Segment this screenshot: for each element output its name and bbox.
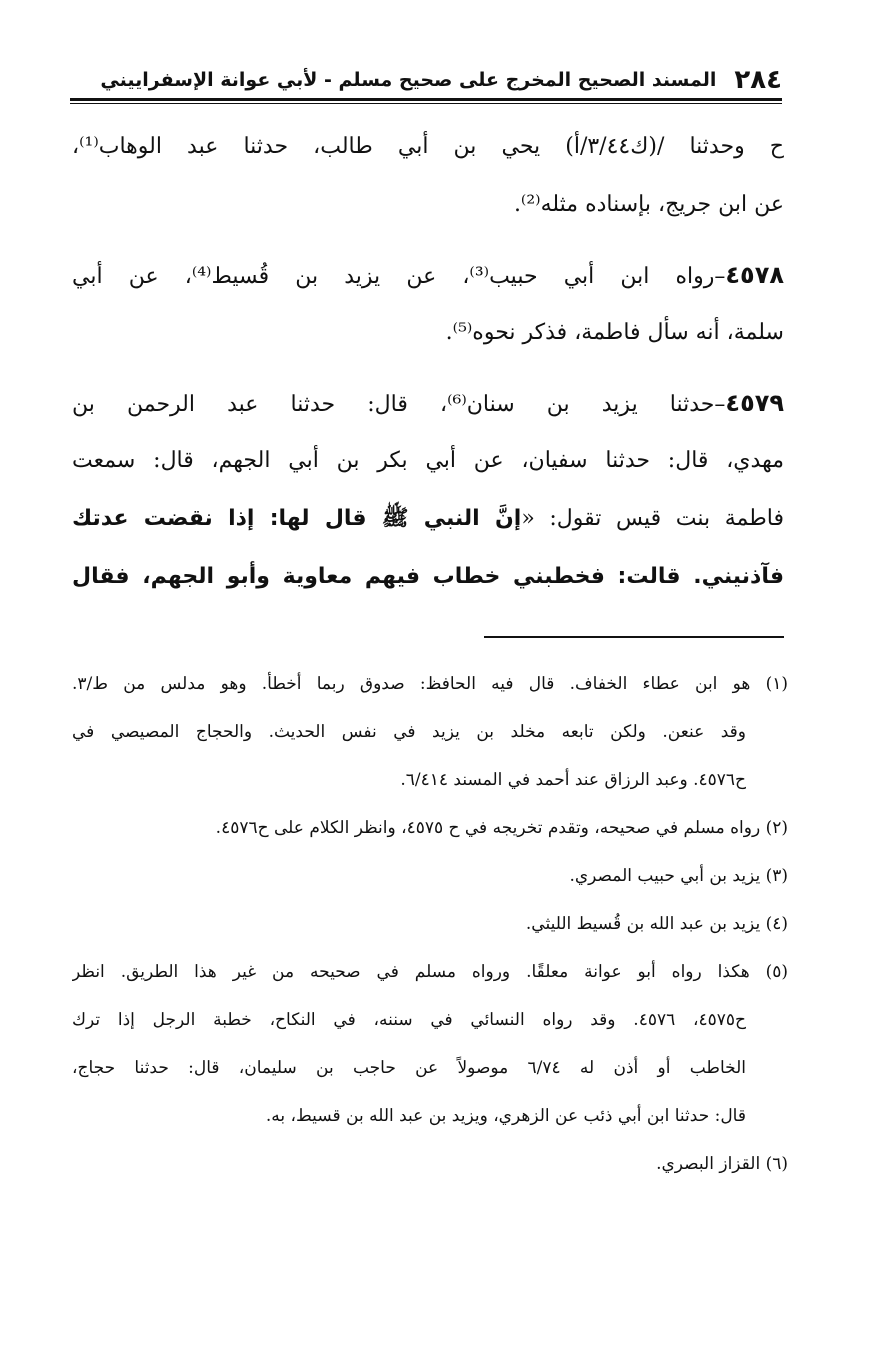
hadith-text: –حدثنا يزيد بن سنان⁽⁶⁾، قال: حدثنا عبد الرحمن بن <box>72 392 726 417</box>
quote-line: فآذنيني. قالت: فخطبني خطاب فيهم معاوية وأبو الجهم، فقال <box>72 564 784 589</box>
footnote-4: (٤) يزيد بن عبد الله بن قُسيط الليثي. <box>525 914 788 934</box>
page-number: ٢٨٤ <box>734 65 782 95</box>
footnote-5: (٥) هكذا رواه أبو عوانة معلقًا. ورواه مسلم في صحيحه من غير هذا الطريق. انظر <box>72 962 788 982</box>
quote-text: إنَّ النبي ﷺ قال لها: إذا نقضت عدتك <box>72 506 522 531</box>
footnote-5-cont: الخاطب أو أذن له ٦/٧٤ موصولاً عن حاجب بن سليمان، قال: حدثنا حجاج، <box>72 1058 746 1078</box>
running-title: المسند الصحيح المخرج على صحيح مسلم - لأبي عوانة الإسفراييني <box>100 69 717 91</box>
text-line: مهدي، قال: حدثنا سفيان، عن أبي بكر بن أبي الجهم، قال: سمعت <box>72 448 784 473</box>
text-line: عن ابن جريج، بإسناده مثله⁽²⁾. <box>513 192 784 217</box>
header-rule-thin <box>70 103 782 104</box>
footnote-1-cont: ح٤٥٧٦. وعبد الرزاق عند أحمد في المسند ٦/٤١٤. <box>400 770 746 790</box>
footnotes <box>72 660 788 1188</box>
footnote-6: (٦) القزاز البصري. <box>656 1154 788 1174</box>
running-header <box>70 62 782 98</box>
header-rule <box>70 98 782 101</box>
footnote-1: (١) هو ابن عطاء الخفاف. قال فيه الحافظ: صدوق ربما أخطأ. وهو مدلس من ط/٣. <box>72 674 788 694</box>
hadith-text: –رواه ابن أبي حبيب⁽³⁾، عن يزيد بن قُسيط⁽⁴⁾، عن أبي <box>72 264 726 289</box>
footnote-1-cont: وقد عنعن. ولكن تابعه مخلد بن يزيد في نفس الحديث. والحجاج المصيصي في <box>72 722 746 742</box>
footnote-5-cont: قال: حدثنا ابن أبي ذئب عن الزهري، ويزيد بن عبد الله بن قسيط، به. <box>265 1106 746 1126</box>
footnote-separator <box>484 636 784 638</box>
text-line: سلمة، أنه سأل فاطمة، فذكر نحوه⁽⁵⁾. <box>445 320 784 345</box>
hadith-number: ٤٥٧٩ <box>725 389 784 417</box>
text-line <box>72 490 784 548</box>
footnote-3: (٣) يزيد بن أبي حبيب المصري. <box>569 866 788 886</box>
hadith-4578-line <box>72 246 784 304</box>
plain-text: فاطمة بنت قيس تقول: « <box>521 506 784 531</box>
footnote-5-cont: ح٤٥٧٥، ٤٥٧٦. وقد رواه النسائي في سننه، في النكاح، خطبة الرجل إذا ترك <box>72 1010 747 1030</box>
text-line: ح وحدثنا /(ك٣/٤٤/أ) يحي بن أبي طالب، حدثنا عبد الوهاب⁽¹⁾، <box>72 134 784 159</box>
hadith-number: ٤٥٧٨ <box>725 261 784 289</box>
footnote-2: (٢) رواه مسلم في صحيحه، وتقدم تخريجه في ح ٤٥٧٥، وانظر الكلام على ح٤٥٧٦. <box>215 818 788 838</box>
main-text <box>72 118 784 606</box>
hadith-4579-line <box>72 374 784 432</box>
